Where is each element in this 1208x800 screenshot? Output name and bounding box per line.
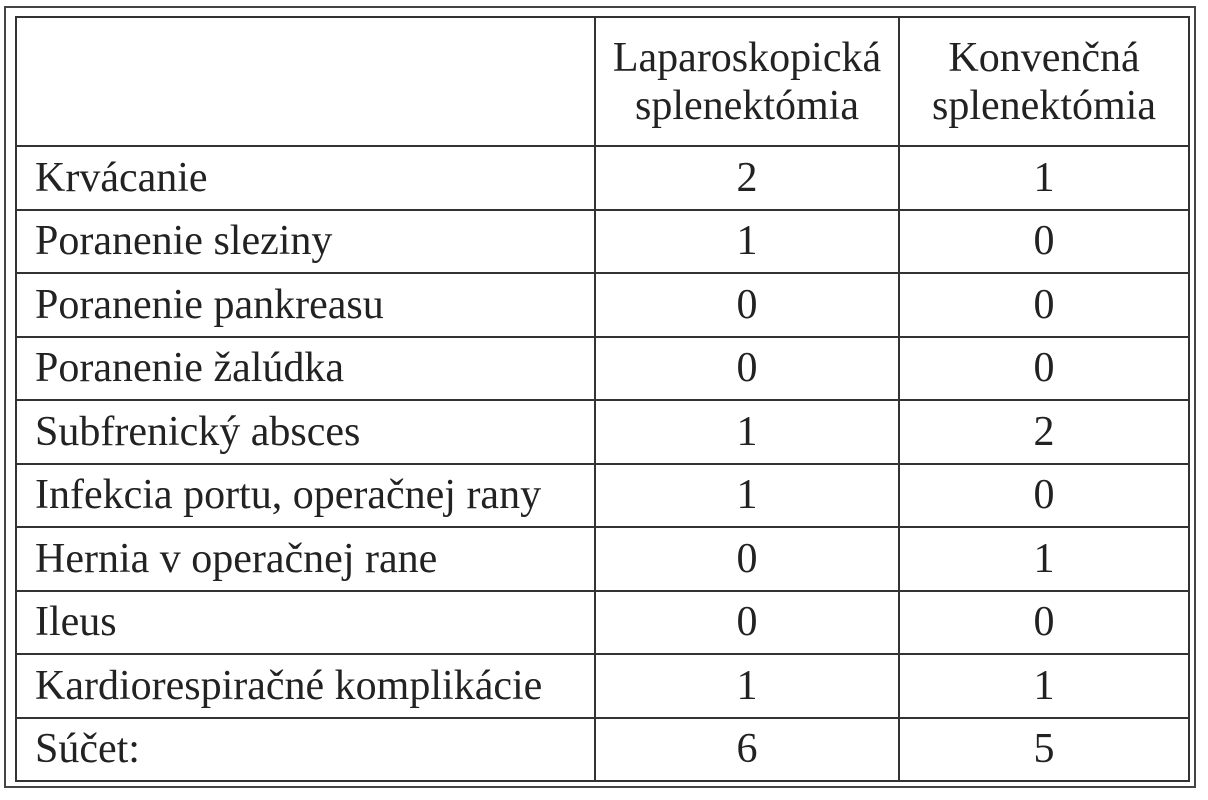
table-row — [16, 146, 1189, 210]
column-header-laparoscopic — [595, 17, 899, 146]
conventional-value: 0 — [899, 210, 1189, 274]
row-label: Kardiorespiračné komplikácie — [16, 654, 595, 718]
row-label: Subfrenický absces — [16, 400, 595, 464]
table-row — [16, 654, 1189, 718]
conventional-value: 1 — [899, 527, 1189, 591]
conventional-value: 0 — [899, 273, 1189, 337]
conventional-total: 5 — [899, 718, 1189, 782]
table-row — [16, 527, 1189, 591]
total-label: Súčet: — [16, 718, 595, 782]
laparoscopic-value: 0 — [595, 337, 899, 401]
laparoscopic-total: 6 — [595, 718, 899, 782]
conventional-value: 0 — [899, 337, 1189, 401]
row-label: Poranenie žalúdka — [16, 337, 595, 401]
laparoscopic-value: 0 — [595, 527, 899, 591]
row-label: Poranenie pankreasu — [16, 273, 595, 337]
laparoscopic-value: 2 — [595, 146, 899, 210]
row-label: Poranenie sleziny — [16, 210, 595, 274]
conventional-value: 0 — [899, 464, 1189, 528]
column-header-laparoscopic-line2: splenektómia — [635, 82, 859, 129]
table-row — [16, 400, 1189, 464]
conventional-value: 1 — [899, 654, 1189, 718]
laparoscopic-value: 1 — [595, 210, 899, 274]
table-row — [16, 210, 1189, 274]
column-header-laparoscopic-line1: Laparoskopická — [612, 34, 882, 81]
row-label: Infekcia portu, operačnej rany — [16, 464, 595, 528]
column-header-conventional — [899, 17, 1189, 146]
table-row — [16, 337, 1189, 401]
column-header-conventional-line1: Konvenčná — [948, 34, 1140, 81]
row-label: Ileus — [16, 591, 595, 655]
header-row — [16, 17, 1189, 146]
laparoscopic-value: 1 — [595, 464, 899, 528]
column-header-conventional-line2: splenektómia — [932, 82, 1156, 129]
header-empty-cell — [16, 17, 595, 146]
table-row — [16, 273, 1189, 337]
laparoscopic-value: 1 — [595, 654, 899, 718]
total-row — [16, 718, 1189, 782]
laparoscopic-value: 0 — [595, 273, 899, 337]
table-row — [16, 591, 1189, 655]
complications-table — [15, 16, 1190, 782]
conventional-value: 2 — [899, 400, 1189, 464]
laparoscopic-value: 0 — [595, 591, 899, 655]
table-row — [16, 464, 1189, 528]
row-label: Krvácanie — [16, 146, 595, 210]
conventional-value: 0 — [899, 591, 1189, 655]
laparoscopic-value: 1 — [595, 400, 899, 464]
conventional-value: 1 — [899, 146, 1189, 210]
row-label: Hernia v operačnej rane — [16, 527, 595, 591]
